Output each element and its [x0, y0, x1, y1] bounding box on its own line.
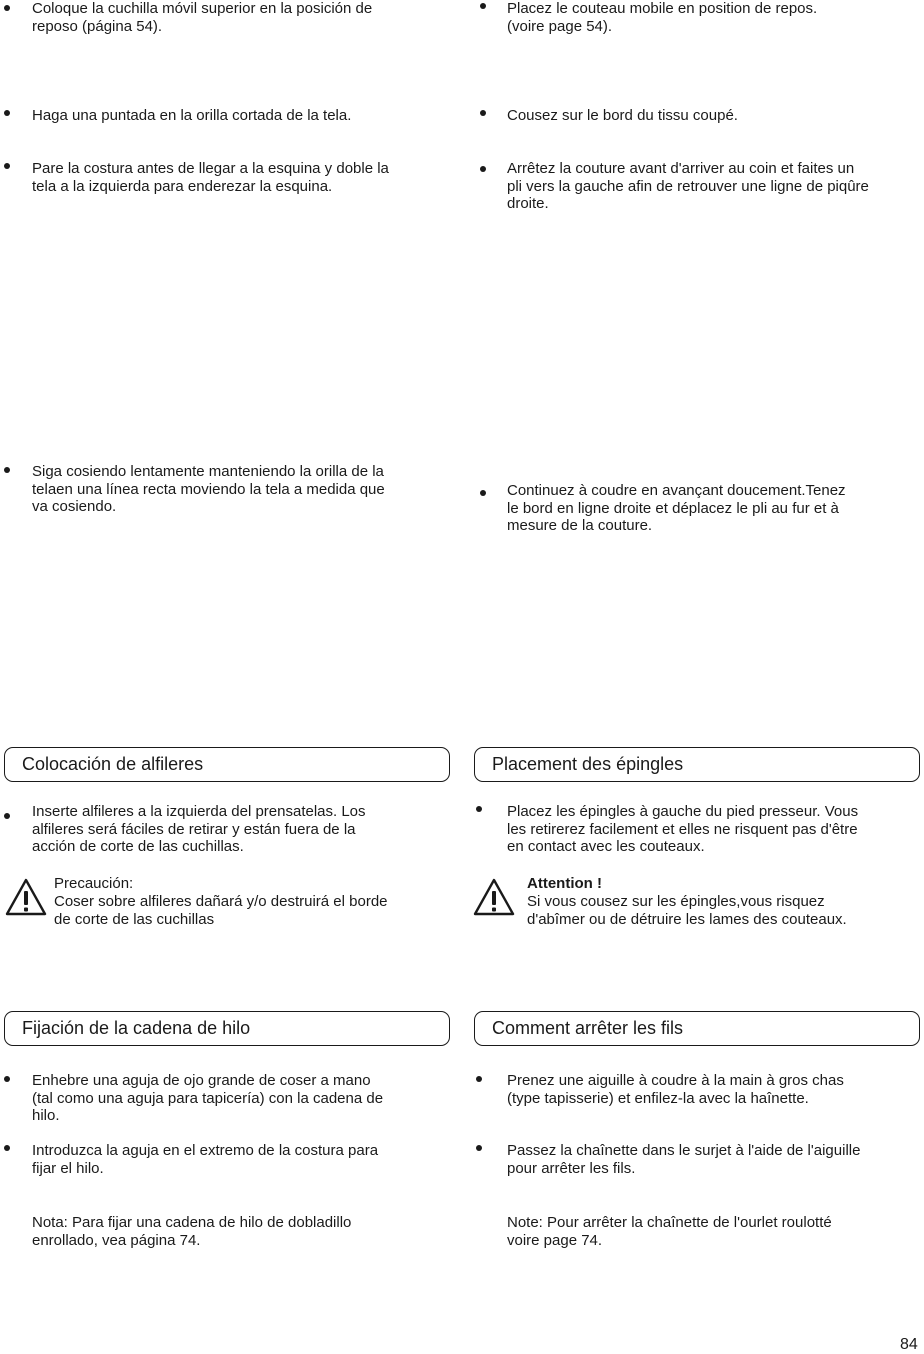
- section-heading-pins-es: Colocación de alfileres: [4, 747, 450, 782]
- page-number: 84: [900, 1336, 918, 1353]
- section-heading-chain-es: Fijación de la cadena de hilo: [4, 1011, 450, 1046]
- bullet: [4, 467, 10, 473]
- section-heading-pins-fr: Placement des épingles: [474, 747, 920, 782]
- section-heading-chain-fr: Comment arrêter les fils: [474, 1011, 920, 1046]
- left-pins-item: Inserte alfileres a la izquierda del prensatelas. Los alfileres será fáciles de retirar y están fuera de la acción de corte de las cuchillas.: [32, 803, 366, 855]
- bullet: [4, 1076, 10, 1082]
- left-item-3: Pare la costura antes de llegar a la esquina y doble la tela a la izquierda para enderezar la esquina.: [32, 160, 389, 195]
- bullet: [476, 1076, 482, 1082]
- right-warning-text: Si vous cousez sur les épingles,vous risquez d'abîmer ou de détruire les lames des couteaux.: [527, 893, 847, 928]
- left-warning-text: Coser sobre alfileres dañará y/o destruirá el borde de corte de las cuchillas: [54, 893, 388, 928]
- bullet: [476, 1145, 482, 1151]
- left-item-2: Haga una puntada en la orilla cortada de la tela.: [32, 107, 352, 124]
- right-item-4: Continuez à coudre en avançant doucement.Tenez le bord en ligne droite et déplacez le pli au fur et à mesure de la couture.: [507, 482, 846, 534]
- right-note: Note: Pour arrêter la chaînette de l'ourlet roulotté voire page 74.: [507, 1214, 832, 1249]
- bullet: [4, 110, 10, 116]
- left-chain-item-1: Enhebre una aguja de ojo grande de coser a mano (tal como una aguja para tapicería) con la cadena de hilo.: [32, 1072, 384, 1124]
- bullet: [480, 166, 486, 172]
- left-item-4: Siga cosiendo lentamente manteniendo la orilla de la telaen una línea recta moviendo la tela a medida que va cosiendo.: [32, 463, 385, 515]
- right-item-1: Placez le couteau mobile en position de repos. (voire page 54).: [507, 0, 818, 35]
- bullet: [480, 3, 486, 9]
- bullet: [4, 1145, 10, 1151]
- bullet: [4, 163, 10, 169]
- bullet: [476, 806, 482, 812]
- bullet: [480, 490, 486, 496]
- right-item-2: Cousez sur le bord du tissu coupé.: [507, 107, 738, 124]
- warning-icon: [473, 878, 515, 916]
- left-note: Nota: Para fijar una cadena de hilo de dobladillo enrollado, vea página 74.: [32, 1214, 352, 1249]
- right-chain-item-2: Passez la chaînette dans le surjet à l'aide de l'aiguille pour arrêter les fils.: [507, 1142, 861, 1177]
- right-warning-title: Attention !: [527, 875, 602, 892]
- bullet: [4, 5, 10, 11]
- left-warning-title: Precaución:: [54, 875, 134, 892]
- bullet: [4, 813, 10, 819]
- right-chain-item-1: Prenez une aiguille à coudre à la main à gros chas (type tapisserie) et enfilez-la avec la haînette.: [507, 1072, 844, 1107]
- bullet: [480, 110, 486, 116]
- right-item-3: Arrêtez la couture avant d'arriver au coin et faites un pli vers la gauche afin de retrouver une ligne de piqûre droite.: [507, 160, 869, 212]
- right-pins-item: Placez les épingles à gauche du pied presseur. Vous les retirerez facilement et elles ne risquent pas d'être en contact avec les couteaux.: [507, 803, 859, 855]
- warning-icon: [5, 878, 47, 916]
- left-item-1: Coloque la cuchilla móvil superior en la posición de reposo (página 54).: [32, 0, 373, 35]
- left-chain-item-2: Introduzca la aguja en el extremo de la costura para fijar el hilo.: [32, 1142, 379, 1177]
